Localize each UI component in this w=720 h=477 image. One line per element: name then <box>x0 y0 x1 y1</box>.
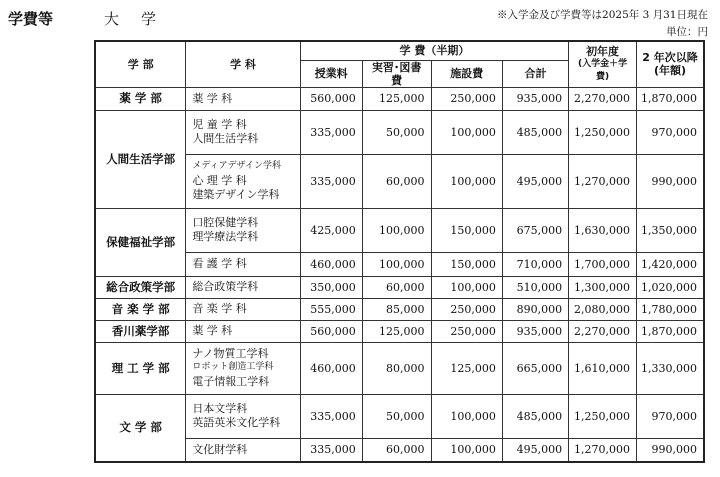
col-second-year-label: 2 年次以降 <box>642 51 698 65</box>
fee-table <box>94 40 705 463</box>
facility-cell: 250,000 <box>431 87 502 110</box>
col-facility: 施設費 <box>431 60 502 87</box>
department-cell <box>186 110 300 154</box>
col-first-year-sub: (入学金＋学費) <box>578 58 628 82</box>
page-subtitle: 大学 <box>104 10 179 28</box>
second-year-cell: 1,020,000 <box>636 276 704 298</box>
tuition-cell: 335,000 <box>300 394 362 438</box>
total-cell: 485,000 <box>502 110 568 154</box>
facility-cell: 100,000 <box>431 394 502 438</box>
table-row <box>95 154 704 208</box>
faculty-cell: 人間生活学部 <box>95 110 186 208</box>
second-year-cell: 990,000 <box>636 438 704 462</box>
practice-cell: 60,000 <box>362 276 431 298</box>
table-row <box>95 298 704 320</box>
department-name: 理学療法学科 <box>192 230 259 243</box>
col-practice: 実習･図書費 <box>362 60 431 87</box>
faculty-cell: 香川薬学部 <box>95 320 186 342</box>
faculty-cell: 総合政策学部 <box>95 276 186 298</box>
col-department: 学 科 <box>186 41 300 87</box>
total-cell: 495,000 <box>502 154 568 208</box>
department-cell <box>186 438 300 462</box>
unit-note: 単位：円 <box>666 26 708 38</box>
department-name: 人間生活学科 <box>192 132 259 145</box>
table-row <box>95 87 704 110</box>
department-cell <box>186 320 300 342</box>
department-cell <box>186 394 300 438</box>
faculty-cell: 文 学 部 <box>95 394 186 462</box>
col-second-year-sub: (年額) <box>653 64 687 78</box>
department-name: 日本文学科 <box>192 402 248 415</box>
total-cell: 935,000 <box>502 320 568 342</box>
tuition-cell: 560,000 <box>300 320 362 342</box>
col-first-year-label: 初年度 <box>586 44 620 58</box>
table-row <box>95 252 704 276</box>
tuition-cell: 460,000 <box>300 342 362 394</box>
first-year-cell: 1,270,000 <box>569 438 637 462</box>
page-title: 学費等 <box>8 10 54 28</box>
department-name: 建築デザイン学科 <box>192 188 280 201</box>
department-name: ナノ物質工学科 <box>192 347 269 360</box>
practice-cell: 80,000 <box>362 342 431 394</box>
second-year-cell: 1,870,000 <box>636 87 704 110</box>
table-row <box>95 208 704 252</box>
first-year-cell: 1,300,000 <box>569 276 637 298</box>
tuition-cell: 425,000 <box>300 208 362 252</box>
facility-cell: 125,000 <box>431 342 502 394</box>
department-name: 口腔保健学科 <box>192 216 259 229</box>
facility-cell: 150,000 <box>431 252 502 276</box>
first-year-cell: 1,630,000 <box>569 208 637 252</box>
second-year-cell: 1,870,000 <box>636 320 704 342</box>
practice-cell: 60,000 <box>362 438 431 462</box>
faculty-cell: 音 楽 学 部 <box>95 298 186 320</box>
department-name: 音 楽 学 科 <box>192 302 247 315</box>
department-name: 心 理 学 科 <box>192 174 247 187</box>
department-cell <box>186 252 300 276</box>
total-cell: 495,000 <box>502 438 568 462</box>
tuition-cell: 350,000 <box>300 276 362 298</box>
second-year-cell: 1,350,000 <box>636 208 704 252</box>
practice-cell: 50,000 <box>362 110 431 154</box>
date-note: ※入学金及び学費等は2025年 3 月31日現在 <box>497 9 708 21</box>
col-first-year <box>569 41 637 87</box>
department-cell <box>186 342 300 394</box>
practice-cell: 100,000 <box>362 252 431 276</box>
practice-cell: 125,000 <box>362 320 431 342</box>
tuition-cell: 560,000 <box>300 87 362 110</box>
first-year-cell: 1,700,000 <box>569 252 637 276</box>
facility-cell: 100,000 <box>431 276 502 298</box>
table-row <box>95 110 704 154</box>
department-name: ロボット創造工学科 <box>192 362 274 372</box>
department-cell <box>186 276 300 298</box>
practice-cell: 100,000 <box>362 208 431 252</box>
col-faculty: 学 部 <box>95 41 186 87</box>
department-name: 総合政策学科 <box>192 280 259 293</box>
practice-cell: 50,000 <box>362 394 431 438</box>
first-year-cell: 1,250,000 <box>569 394 637 438</box>
facility-cell: 100,000 <box>431 110 502 154</box>
tuition-cell: 335,000 <box>300 154 362 208</box>
faculty-cell: 薬 学 部 <box>95 87 186 110</box>
tuition-cell: 335,000 <box>300 438 362 462</box>
table-row <box>95 320 704 342</box>
first-year-cell: 2,270,000 <box>569 87 637 110</box>
department-name: 児 童 学 科 <box>192 118 247 131</box>
total-cell: 710,000 <box>502 252 568 276</box>
department-name: 薬 学 科 <box>192 91 233 105</box>
col-total: 合計 <box>502 60 568 87</box>
col-tuition-group: 学 費（半期） <box>300 41 568 60</box>
fee-table-body <box>95 87 704 462</box>
department-cell <box>186 298 300 320</box>
facility-cell: 250,000 <box>431 320 502 342</box>
tuition-cell: 555,000 <box>300 298 362 320</box>
second-year-cell: 1,330,000 <box>636 342 704 394</box>
second-year-cell: 990,000 <box>636 154 704 208</box>
second-year-cell: 970,000 <box>636 110 704 154</box>
second-year-cell: 1,780,000 <box>636 298 704 320</box>
total-cell: 485,000 <box>502 394 568 438</box>
first-year-cell: 2,270,000 <box>569 320 637 342</box>
department-name: 薬 学 科 <box>192 324 233 337</box>
practice-cell: 125,000 <box>362 87 431 110</box>
department-name: 英語英米文化学科 <box>192 416 281 429</box>
first-year-cell: 1,610,000 <box>569 342 637 394</box>
department-name: 電子情報工学科 <box>192 375 270 388</box>
first-year-cell: 1,250,000 <box>569 110 637 154</box>
department-cell <box>186 208 300 252</box>
department-cell <box>186 154 300 208</box>
tuition-cell: 460,000 <box>300 252 362 276</box>
facility-cell: 250,000 <box>431 298 502 320</box>
table-row <box>95 276 704 298</box>
total-cell: 665,000 <box>502 342 568 394</box>
department-name: 文化財学科 <box>192 442 248 456</box>
first-year-cell: 2,080,000 <box>569 298 637 320</box>
table-row <box>95 438 704 462</box>
department-cell <box>186 87 300 110</box>
facility-cell: 100,000 <box>431 438 502 462</box>
total-cell: 510,000 <box>502 276 568 298</box>
second-year-cell: 1,420,000 <box>636 252 704 276</box>
tuition-cell: 335,000 <box>300 110 362 154</box>
total-cell: 935,000 <box>502 87 568 110</box>
table-row <box>95 342 704 394</box>
practice-cell: 60,000 <box>362 154 431 208</box>
facility-cell: 100,000 <box>431 154 502 208</box>
second-year-cell: 970,000 <box>636 394 704 438</box>
total-cell: 890,000 <box>502 298 568 320</box>
department-name: 看 護 学 科 <box>192 257 247 270</box>
faculty-cell: 保健福祉学部 <box>95 208 186 276</box>
first-year-cell: 1,270,000 <box>569 154 637 208</box>
col-tuition: 授業料 <box>300 60 362 87</box>
faculty-cell: 理 工 学 部 <box>95 342 186 394</box>
facility-cell: 150,000 <box>431 208 502 252</box>
table-row <box>95 394 704 438</box>
department-name: メディアデザイン学科 <box>192 161 281 171</box>
total-cell: 675,000 <box>502 208 568 252</box>
col-second-year <box>636 41 704 87</box>
practice-cell: 85,000 <box>362 298 431 320</box>
